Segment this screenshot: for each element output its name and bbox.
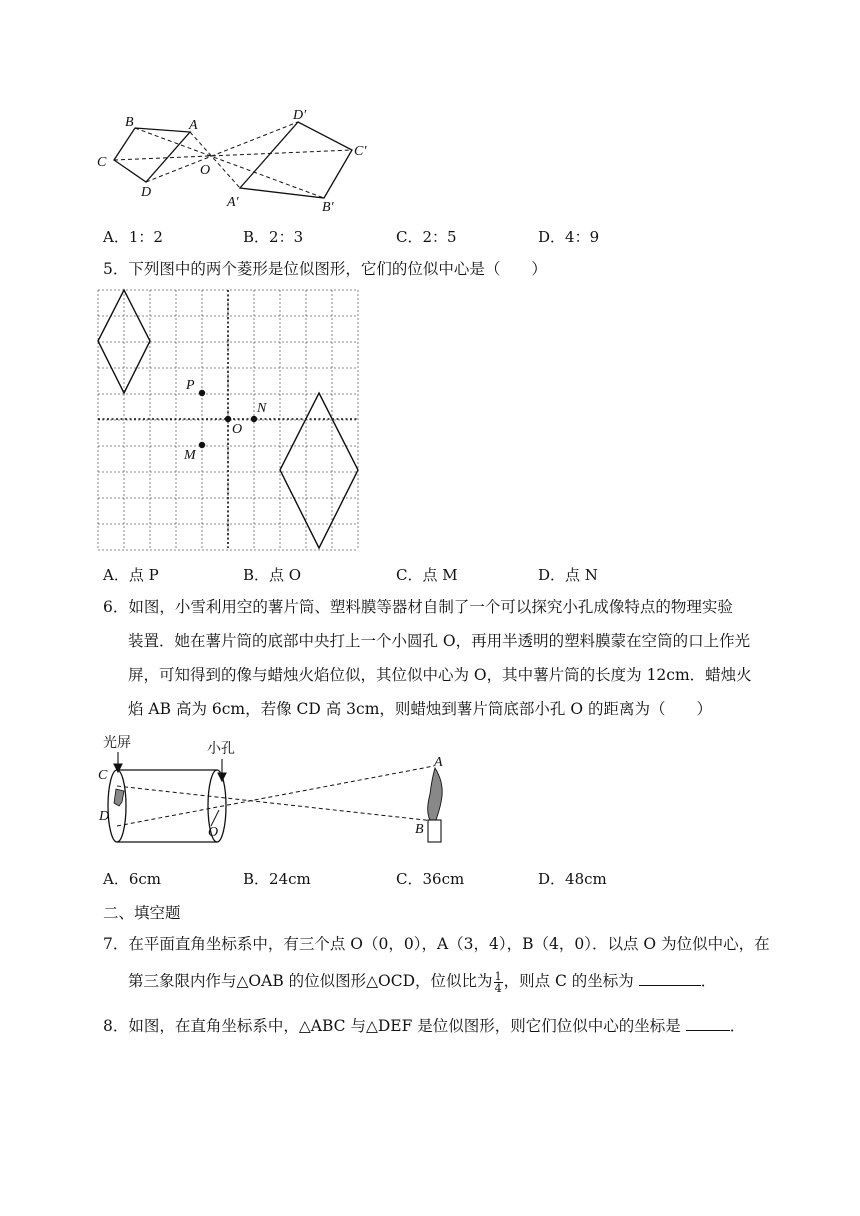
q6-screen-ellipse bbox=[108, 770, 126, 842]
q5-point-o bbox=[225, 416, 231, 422]
q4-option-b[interactable]: B．2：3 bbox=[243, 228, 304, 246]
q7-fraction-denominator: 4 bbox=[494, 981, 502, 995]
q5-label-n: N bbox=[257, 401, 267, 416]
q7-line-2-pre: 第三象限内作与△OAB 的位似图形△OCD，位似比为 bbox=[128, 972, 493, 990]
q6-line-4: 焰 AB 高为 6cm，若像 CD 高 3cm，则蜡烛到薯片筒底部小孔 O 的距离为（ ） bbox=[128, 700, 712, 718]
q6-line-1: 6．如图，小雪利用空的薯片筒、塑料膜等器材自制了一个可以探究小孔成像特点的物理实验 bbox=[103, 598, 733, 616]
q7-answer-blank[interactable] bbox=[639, 971, 701, 986]
q4-option-a[interactable]: A．1：2 bbox=[103, 228, 163, 246]
q5-point-m bbox=[199, 442, 205, 448]
q6-image-flame bbox=[114, 789, 124, 806]
q5-label-o: O bbox=[232, 422, 243, 437]
q5-large-rhombus bbox=[280, 393, 358, 548]
q4-label-o: O bbox=[200, 163, 211, 178]
q6-option-d[interactable]: D．48cm bbox=[538, 870, 607, 888]
q6-label-d: D bbox=[99, 809, 110, 824]
q4-label-a: A bbox=[189, 118, 198, 133]
q6-label-hole: 小孔 bbox=[207, 741, 235, 757]
q5-label-m: M bbox=[184, 448, 196, 463]
q4-label-b: B bbox=[125, 115, 134, 130]
q6-option-c[interactable]: C．36cm bbox=[396, 870, 465, 888]
q4-label-b-prime: B′ bbox=[322, 200, 334, 215]
q5-small-rhombus bbox=[98, 290, 150, 393]
q7-line-1: 7．在平面直角坐标系中，有三个点 O（0，0），A（3，4），B（4，0）．以点 O 为位似中心，在 bbox=[103, 935, 770, 953]
q6-label-screen: 光屏 bbox=[103, 735, 131, 751]
q4-quad-abcd bbox=[114, 128, 190, 182]
q5-label-p: P bbox=[186, 378, 195, 393]
q5-question: 5．下列图中的两个菱形是位似图形，它们的位似中心是（ ） bbox=[103, 260, 547, 278]
q8-question bbox=[103, 1011, 745, 1042]
q4-label-d: D bbox=[141, 185, 152, 200]
q6-option-a[interactable]: A．6cm bbox=[103, 870, 162, 888]
q7-fraction bbox=[494, 971, 503, 994]
q5-point-n bbox=[251, 416, 257, 422]
q6-line-2: 装置．她在薯片筒的底部中央打上一个小圆孔 O，再用半透明的塑料膜蒙在空筒的口上作光 bbox=[128, 632, 751, 650]
q5-option-d[interactable]: D．点 N bbox=[538, 566, 598, 584]
q7-line-2 bbox=[128, 966, 716, 997]
section-2-title: 二、填空题 bbox=[103, 904, 181, 922]
q6-line-3: 屏，可知得到的像与蜡烛火焰位似，其位似中心为 O，其中薯片筒的长度为 12cm．蜡烛火 bbox=[128, 666, 752, 684]
q4-quad-abcd-prime bbox=[240, 122, 352, 198]
q5-option-a[interactable]: A．点 P bbox=[103, 566, 159, 584]
q4-option-d[interactable]: D．4：9 bbox=[538, 228, 600, 246]
q4-option-c[interactable]: C．2：5 bbox=[396, 228, 457, 246]
q7-line-2-post: ，则点 C 的坐标为 bbox=[503, 972, 639, 990]
q4-label-a-prime: A′ bbox=[227, 195, 239, 210]
q6-label-c: C bbox=[98, 768, 108, 783]
q7-fraction-numerator: 1 bbox=[494, 969, 502, 983]
q4-label-d-prime: D′ bbox=[293, 108, 307, 123]
q5-option-b[interactable]: B．点 O bbox=[243, 566, 302, 584]
q6-option-b[interactable]: B．24cm bbox=[243, 870, 311, 888]
q5-point-p bbox=[199, 390, 205, 396]
q4-label-c: C bbox=[97, 155, 107, 170]
q8-text: 8．如图，在直角坐标系中，△ABC 与△DEF 是位似图形，则它们位似中心的坐标是 bbox=[103, 1017, 686, 1035]
q6-label-b: B bbox=[415, 822, 424, 837]
q4-label-c-prime: C′ bbox=[354, 144, 367, 159]
q4-figure bbox=[90, 105, 390, 215]
q8-period: ． bbox=[729, 1017, 746, 1035]
q6-candle-flame bbox=[428, 768, 443, 820]
q5-grid-figure bbox=[90, 282, 370, 557]
q8-answer-blank[interactable] bbox=[686, 1016, 730, 1031]
q5-option-c[interactable]: C．点 M bbox=[396, 566, 458, 584]
q6-label-a: A bbox=[434, 755, 443, 770]
q7-period: ． bbox=[700, 972, 717, 990]
q6-candle-body bbox=[428, 820, 441, 842]
q6-label-o: O bbox=[208, 825, 219, 840]
q6-pinhole-figure bbox=[95, 730, 455, 850]
